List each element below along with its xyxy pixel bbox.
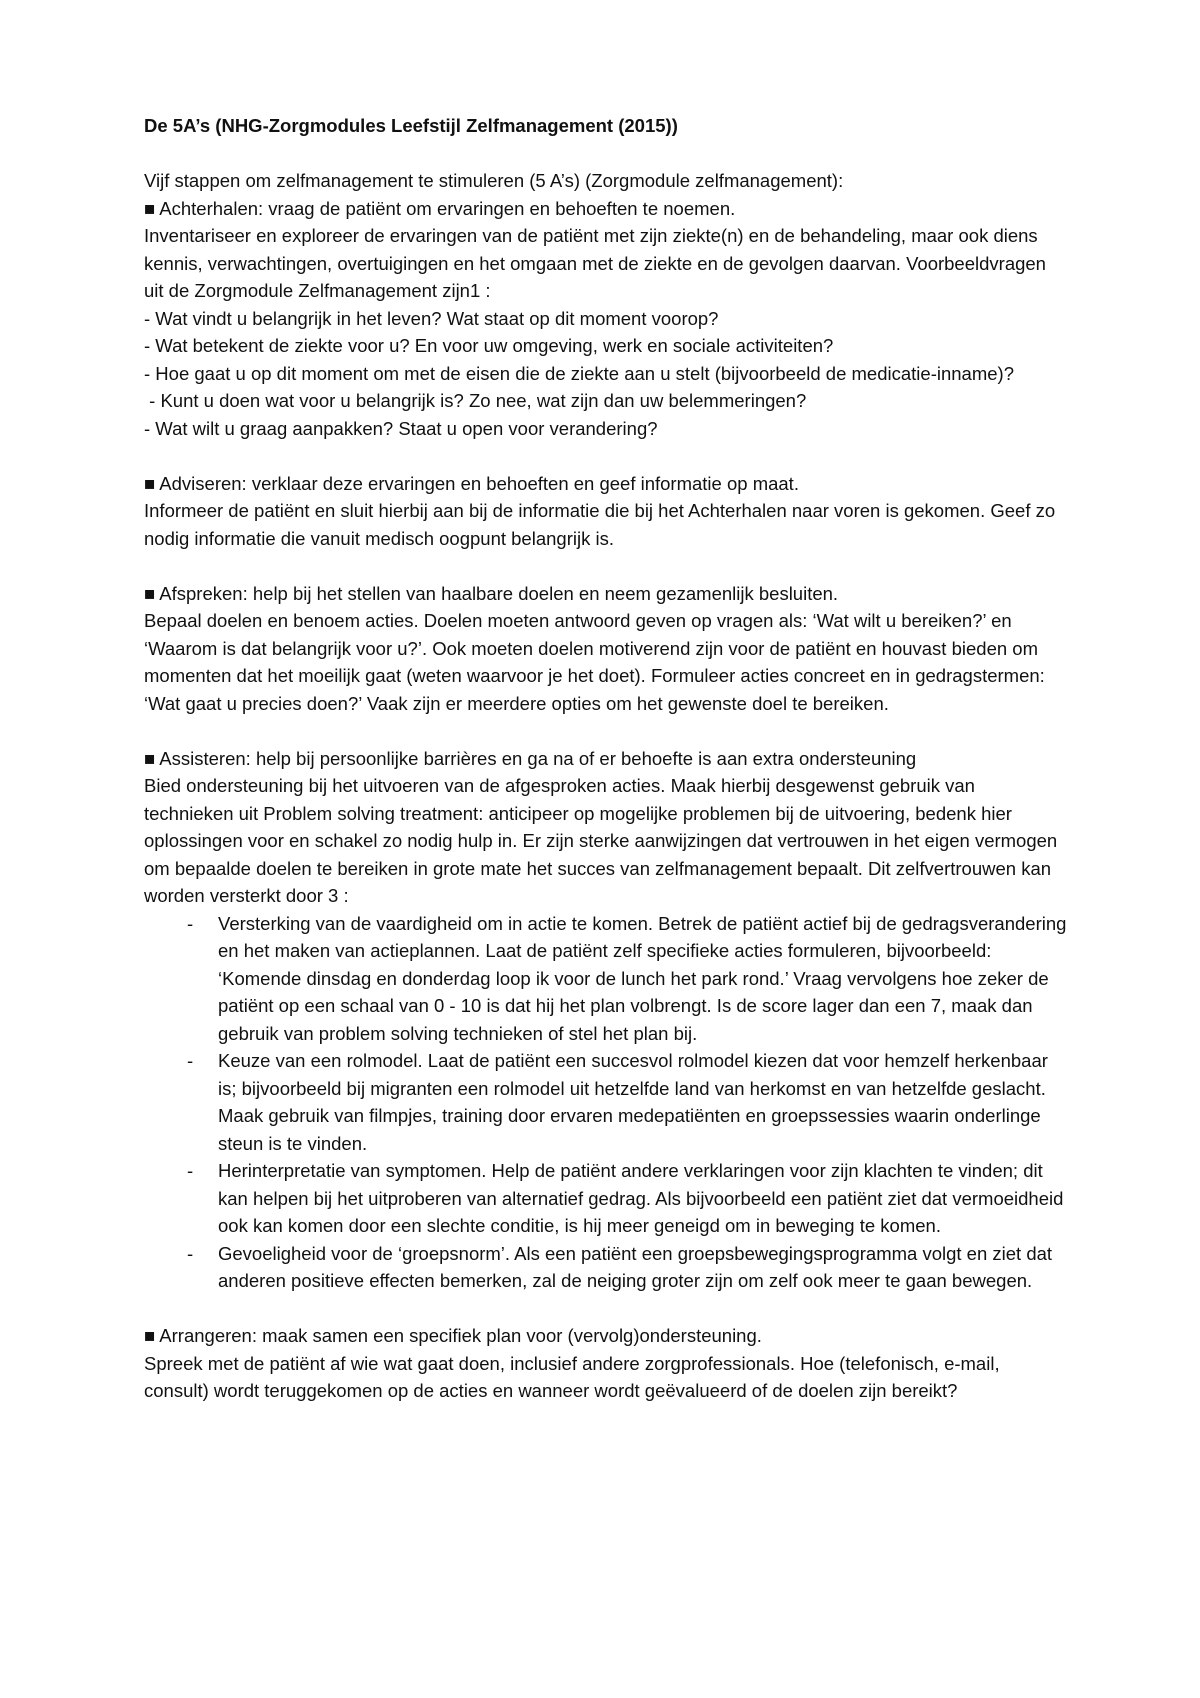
question-item: - Wat betekent de ziekte voor u? En voor uw omgeving, werk en sociale activiteiten? <box>144 335 834 356</box>
list-item-text: Keuze van een rolmodel. Laat de patiënt een succesvol rolmodel kiezen dat voor hemzelf herkenbaar is; bijvoorbeeld bij migranten een rolmodel uit hetzelfde land van herkomst en van hetzelfde geslacht. Maak gebruik van filmpjes, training door ervaren medepatiënten en groepssessies waarin onderlinge steun is te vinden. <box>218 1050 1048 1154</box>
list-item <box>144 910 1069 1048</box>
list-item-text: Gevoeligheid voor de ‘groepsnorm’. Als een patiënt een groepsbewegingsprogramma volgt en ziet dat anderen positieve effecten bemerken, zal de neiging groter zijn om zelf ook meer te gaan bewegen. <box>218 1242 1053 1291</box>
list-item-text: Versterking van de vaardigheid om in actie te komen. Betrek de patiënt actief bij de gedragsverandering en het maken van actieplannen. Laat de patiënt zelf specifieke acties formuleren, bijvoorbeeld: ‘Komende dinsdag en donderdag loop ik voor de lunch het park rond.’ Vraag vervolgens hoe zeker de patiënt op een schaal van 0 - 10 is dat hij het plan volbrengt. Is de score lager dan een 7, maak dan gebruik van problem solving technieken of stel het plan bij. <box>218 912 1067 1044</box>
achterhalen-body: Inventariseer en exploreer de ervaringen van de patiënt met zijn ziekte(n) en de behandeling, maar ook diens kennis, verwachtingen, overtuigingen en het omgaan met de ziekte en de gevolgen daarvan. Voorbeeldvragen uit de Zorgmodule Zelfmanagement zijn1 : <box>144 225 1046 301</box>
achterhalen-heading: ■ Achterhalen: vraag de patiënt om ervaringen en behoeften te noemen. <box>144 197 736 219</box>
question-item: - Wat vindt u belangrijk in het leven? Wat staat op dit moment voorop? <box>144 307 719 329</box>
document-title: De 5A’s (NHG-Zorgmodules Leefstijl Zelfmanagement (2015)) <box>144 115 678 136</box>
assisteren-heading: ■ Assisteren: help bij persoonlijke barrières en ga na of er behoefte is aan extra ondersteuning <box>144 747 917 769</box>
document-page <box>144 112 1069 1405</box>
question-item: - Wat wilt u graag aanpakken? Staat u open voor verandering? <box>144 417 658 439</box>
afspreken-heading: ■ Afspreken: help bij het stellen van haalbare doelen en neem gezamenlijk besluiten. <box>144 582 839 604</box>
list-item <box>144 1157 1069 1240</box>
assisteren-body: Bied ondersteuning bij het uitvoeren van de afgesproken acties. Maak hierbij desgewenst gebruik van technieken uit Problem solving treatment: anticipeer op mogelijke problemen bij de uitvoering, bedenk hier oplossingen voor en schakel zo nodig hulp in. Er zijn sterke aanwijzingen dat vertrouwen in het eigen vermogen om bepaalde doelen te bereiken in grote mate het succes van zelfmanagement bepaalt. Dit zelfvertrouwen kan worden versterkt door 3 : <box>144 775 1058 906</box>
adviseren-body: Informeer de patiënt en sluit hierbij aan bij de informatie die bij het Achterhalen naar voren is gekomen. Geef zo nodig informatie die vanuit medisch oogpunt belangrijk is. <box>144 500 1056 549</box>
arrangeren-body: Spreek met de patiënt af wie wat gaat doen, inclusief andere zorgprofessionals. Hoe (telefonisch, e-mail, consult) wordt teruggekomen op de acties en wanneer wordt geëvalueerd of de doelen zijn bereikt? <box>144 1352 1000 1401</box>
intro-text: Vijf stappen om zelfmanagement te stimuleren (5 A’s) (Zorgmodule zelfmanagement): <box>144 170 844 191</box>
list-item <box>144 1240 1069 1295</box>
afspreken-body: Bepaal doelen en benoem acties. Doelen moeten antwoord geven op vragen als: ‘Wat wilt u bereiken?’ en ‘Waarom is dat belangrijk voor u?’. Ook moeten doelen motiverend zijn voor de patiënt en houvast bieden om momenten dat het moeilijk gaat (weten waarvoor je het doet). Formuleer acties concreet en in gedragstermen: ‘Wat gaat u precies doen?’ Vaak zijn er meerdere opties om het gewenste doel te bereiken. <box>144 610 1045 714</box>
dash-bullet: - <box>187 1160 194 1181</box>
dash-bullet: - <box>187 912 194 934</box>
arrangeren-heading: ■ Arrangeren: maak samen een specifiek plan voor (vervolg)ondersteuning. <box>144 1325 762 1346</box>
dash-bullet: - <box>187 1050 194 1071</box>
list-item <box>144 1047 1069 1157</box>
question-item: - Kunt u doen wat voor u belangrijk is? Zo nee, wat zijn dan uw belemmeringen? <box>144 390 807 411</box>
dash-bullet: - <box>187 1242 194 1264</box>
list-item-text: Herinterpretatie van symptomen. Help de patiënt andere verklaringen voor zijn klachten te vinden; dit kan helpen bij het uitproberen van alternatief gedrag. Als bijvoorbeeld een patiënt ziet dat vermoeidheid ook kan komen door een slechte conditie, is hij meer geneigd om in beweging te komen. <box>218 1160 1064 1236</box>
adviseren-heading: ■ Adviseren: verklaar deze ervaringen en behoeften en geef informatie op maat. <box>144 472 799 494</box>
question-item: - Hoe gaat u op dit moment om met de eisen die de ziekte aan u stelt (bijvoorbeeld de medicatie-inname)? <box>144 362 1014 384</box>
assisteren-list <box>144 910 1069 1295</box>
